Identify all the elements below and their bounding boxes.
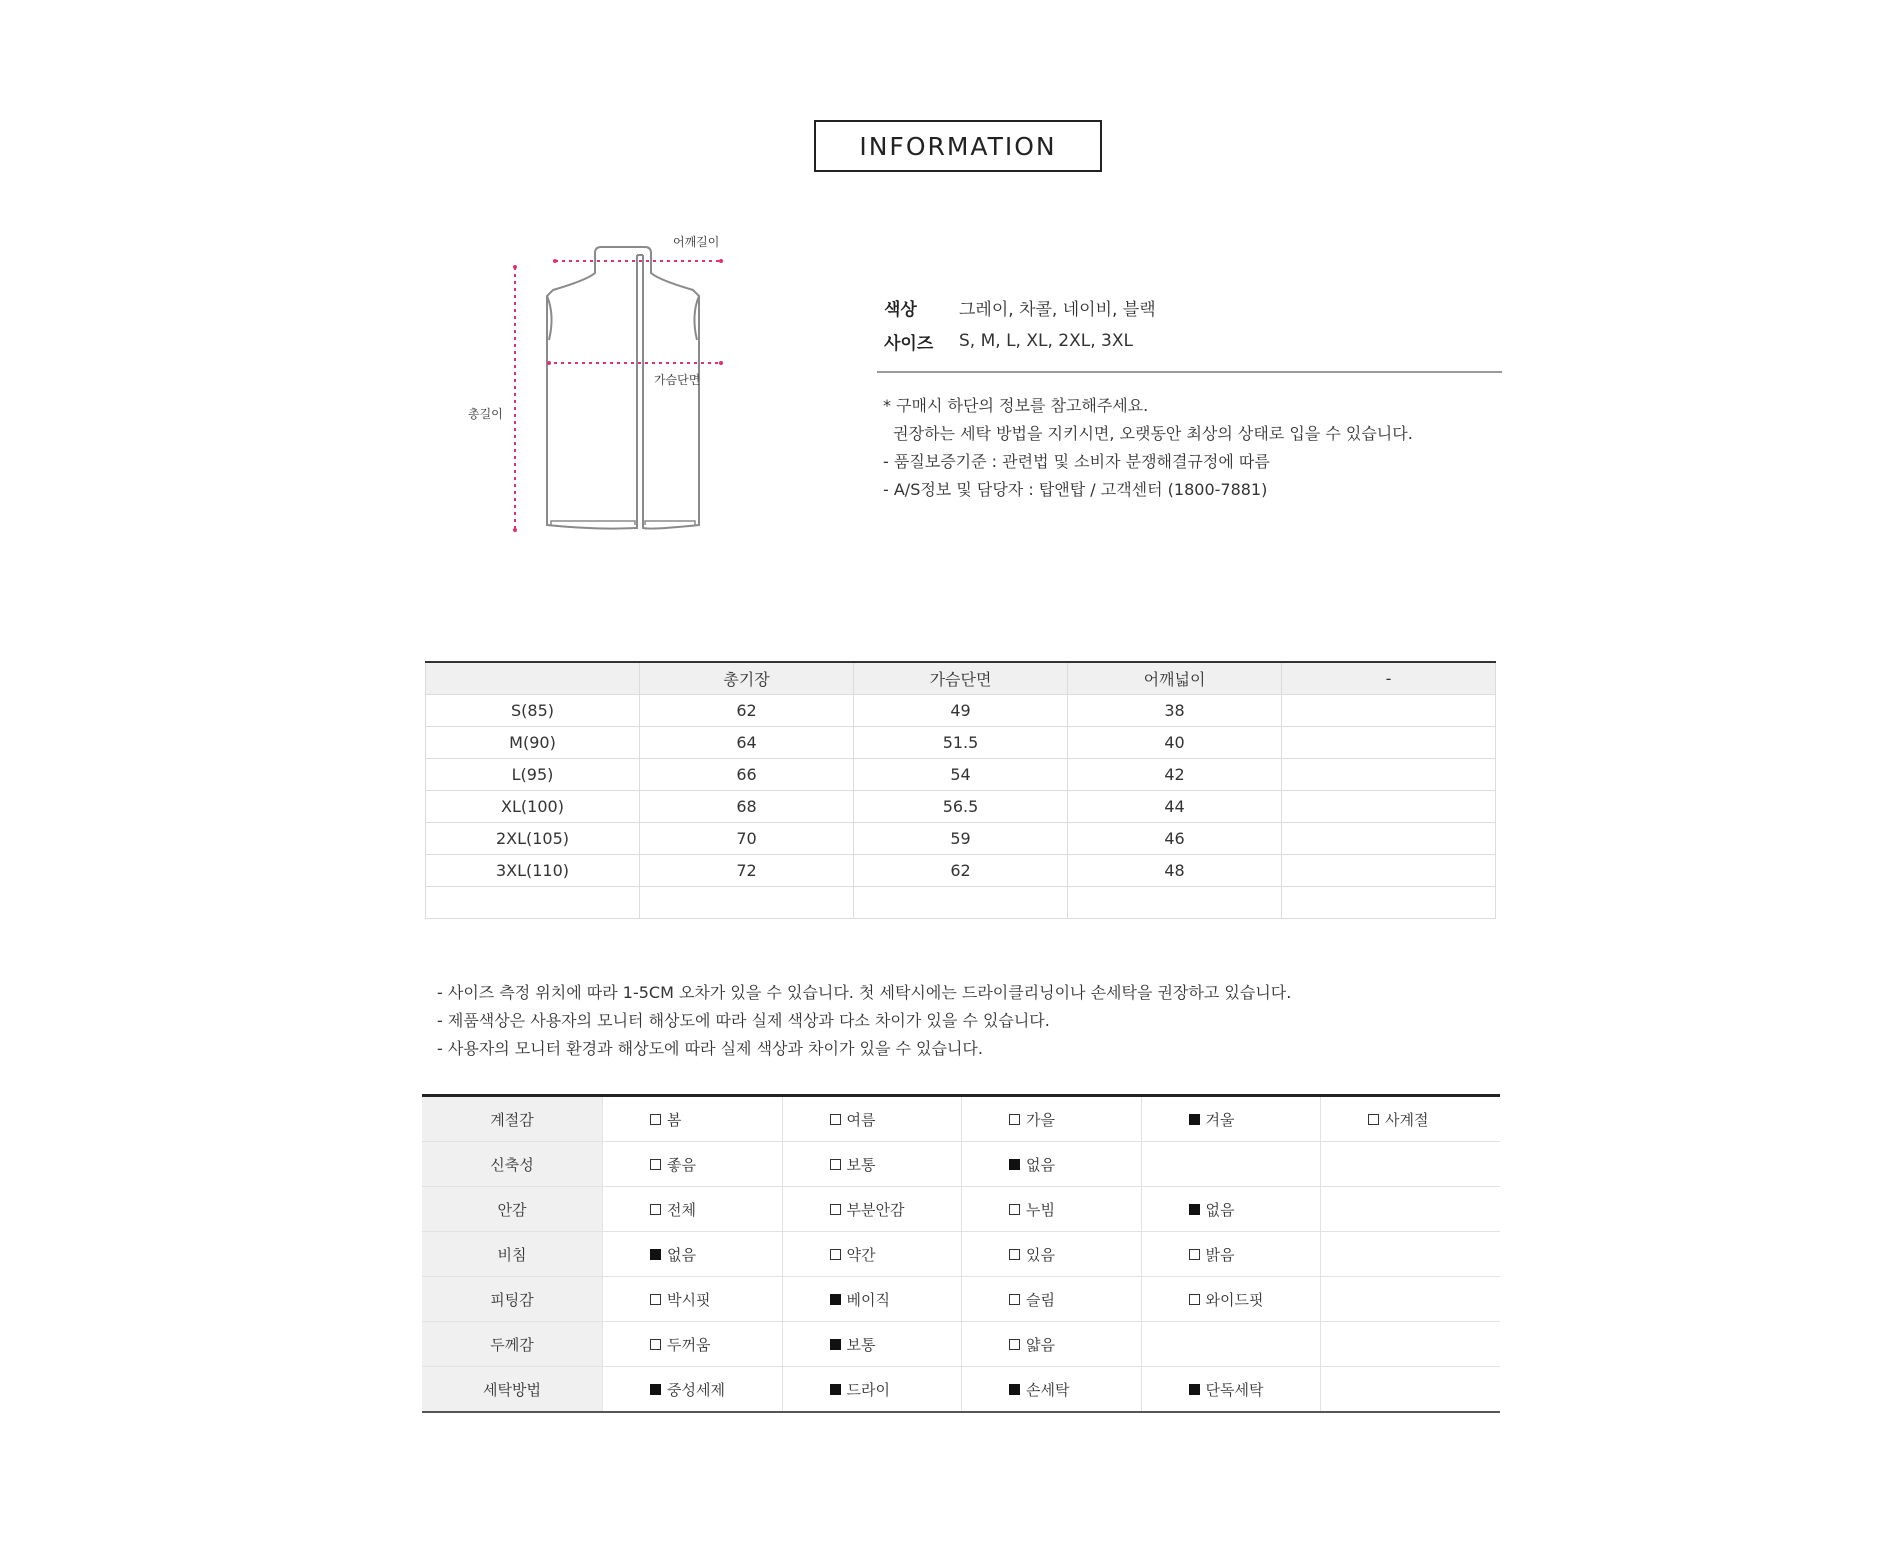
table-row [426,791,1496,823]
table-cell: 44 [1068,791,1282,823]
attribute-option [782,1232,962,1277]
table-cell [640,887,854,919]
table-row [426,695,1496,727]
attribute-option [1321,1142,1501,1187]
header-cell: 가슴단면 [854,662,1068,695]
vest-size-diagram [455,225,775,545]
option-text: 사계절 [1385,1110,1429,1129]
attribute-option [1141,1096,1321,1142]
note-line: - 품질보증기준 : 관련법 및 소비자 분쟁해결규정에 따름 [883,452,1270,471]
option-text: 부분안감 [846,1200,905,1219]
size-table [425,661,1496,919]
attribute-label: 안감 [422,1187,603,1232]
attribute-label: 두께감 [422,1322,603,1367]
unchecked-box-icon [1009,1339,1020,1350]
table-cell: 62 [640,695,854,727]
table-cell: 70 [640,823,854,855]
spec-value: S, M, L, XL, 2XL, 3XL [959,331,1133,351]
option-text: 누빔 [1026,1200,1055,1219]
option-text: 없음 [1026,1155,1055,1174]
table-cell: 72 [640,855,854,887]
spec-divider [877,371,1502,373]
unchecked-box-icon [1009,1249,1020,1260]
checked-box-icon [650,1249,661,1260]
section-title: INFORMATION [814,120,1102,172]
option-text: 단독세탁 [1205,1380,1264,1399]
table-cell: 2XL(105) [426,823,640,855]
attribute-option [603,1232,783,1277]
disclaimer-line: - 사이즈 측정 위치에 따라 1-5CM 오차가 있을 수 있습니다. 첫 세탁시에는 드라이클리닝이나 손세탁을 권장하고 있습니다. [437,983,1292,1002]
table-cell: 68 [640,791,854,823]
header-cell: 어깨넓이 [1068,662,1282,695]
unchecked-box-icon [1009,1114,1020,1125]
table-cell: 59 [854,823,1068,855]
table-cell [1282,855,1496,887]
option-text: 봄 [667,1110,682,1129]
table-cell: 42 [1068,759,1282,791]
attribute-option [1321,1367,1501,1413]
option-text: 와이드핏 [1205,1290,1264,1309]
unchecked-box-icon [1368,1114,1379,1125]
attribute-option [1141,1142,1321,1187]
total-length-label: 총길이 [468,407,503,421]
attribute-row [422,1187,1500,1232]
purchase-notes [883,392,1413,504]
spec-row-color [884,290,1156,324]
option-text: 없음 [1205,1200,1235,1219]
attribute-option [1141,1367,1321,1413]
note-line: * 구매시 하단의 정보를 참고해주세요. [883,396,1149,415]
spec-value: 그레이, 차콜, 네이비, 블랙 [959,299,1156,320]
table-row [426,823,1496,855]
table-cell: 40 [1068,727,1282,759]
option-text: 드라이 [846,1380,890,1399]
attribute-option [603,1277,783,1322]
checked-box-icon [1009,1159,1020,1170]
unchecked-box-icon [830,1159,841,1170]
attribute-option [782,1096,962,1142]
option-text: 전체 [667,1200,696,1219]
attribute-option [962,1322,1142,1367]
attribute-label: 비침 [422,1232,603,1277]
attribute-option [1321,1277,1501,1322]
table-cell [1282,887,1496,919]
table-cell: 38 [1068,695,1282,727]
attribute-label: 계절감 [422,1096,603,1142]
spec-row-size [884,324,1156,358]
table-cell: 62 [854,855,1068,887]
checked-box-icon [1009,1384,1020,1395]
table-cell [1282,823,1496,855]
spec-key: 색상 [884,299,917,320]
option-text: 겨울 [1205,1110,1235,1129]
attribute-option [782,1187,962,1232]
option-text: 없음 [667,1245,696,1264]
table-row [426,727,1496,759]
option-text: 좋음 [667,1155,696,1174]
option-text: 얇음 [1026,1335,1055,1354]
table-cell: S(85) [426,695,640,727]
spec-key: 사이즈 [884,333,934,354]
attribute-option [603,1367,783,1413]
table-cell: 3XL(110) [426,855,640,887]
option-text: 보통 [846,1155,876,1174]
checked-box-icon [1189,1114,1200,1125]
attribute-option [1141,1277,1321,1322]
note-line: 권장하는 세탁 방법을 지키시면, 오랫동안 최상의 상태로 입을 수 있습니다. [883,424,1413,443]
unchecked-box-icon [830,1204,841,1215]
table-cell: 51.5 [854,727,1068,759]
attribute-option [1321,1187,1501,1232]
vest-outline-illustration [455,225,775,545]
header-cell [426,662,640,695]
table-cell [1282,727,1496,759]
attribute-option [782,1277,962,1322]
attribute-option [603,1142,783,1187]
attribute-option [962,1232,1142,1277]
attribute-option [603,1187,783,1232]
unchecked-box-icon [830,1249,841,1260]
attribute-option [603,1096,783,1142]
table-row [426,855,1496,887]
table-cell: L(95) [426,759,640,791]
disclaimer-line: - 제품색상은 사용자의 모니터 해상도에 따라 실제 색상과 다소 차이가 있을 수 있습니다. [437,1011,1050,1030]
option-text: 여름 [846,1110,876,1129]
attribute-option [962,1367,1142,1413]
attribute-option [1321,1096,1501,1142]
unchecked-box-icon [1189,1294,1200,1305]
attribute-option [1141,1187,1321,1232]
attribute-row [422,1232,1500,1277]
table-cell: XL(100) [426,791,640,823]
attribute-option [962,1277,1142,1322]
option-text: 약간 [846,1245,876,1264]
option-text: 중성세제 [667,1380,725,1399]
unchecked-box-icon [650,1204,661,1215]
unchecked-box-icon [650,1339,661,1350]
unchecked-box-icon [650,1159,661,1170]
table-row [426,887,1496,919]
attribute-label: 세탁방법 [422,1367,603,1413]
attribute-option [782,1322,962,1367]
product-attribute-table [422,1094,1500,1413]
table-cell [426,887,640,919]
table-cell: 66 [640,759,854,791]
table-cell [854,887,1068,919]
table-cell: 56.5 [854,791,1068,823]
table-cell: 64 [640,727,854,759]
option-text: 밝음 [1205,1245,1235,1264]
table-cell [1068,887,1282,919]
attribute-option [962,1187,1142,1232]
attribute-row [422,1096,1500,1142]
disclaimer-line: - 사용자의 모니터 환경과 해상도에 따라 실제 색상과 차이가 있을 수 있습니다. [437,1039,983,1058]
chest-width-label: 가슴단면 [654,373,701,387]
option-text: 슬림 [1026,1290,1055,1309]
attribute-option [1141,1232,1321,1277]
checked-box-icon [1189,1204,1200,1215]
attribute-option [962,1142,1142,1187]
option-text: 손세탁 [1026,1380,1070,1399]
unchecked-box-icon [830,1114,841,1125]
note-line: - A/S정보 및 담당자 : 탑앤탑 / 고객센터 (1800-7881) [883,480,1268,499]
unchecked-box-icon [1009,1294,1020,1305]
option-text: 박시핏 [667,1290,711,1309]
unchecked-box-icon [1189,1249,1200,1260]
attribute-label: 신축성 [422,1142,603,1187]
table-cell [1282,791,1496,823]
attribute-option [1321,1232,1501,1277]
attribute-option [1321,1322,1501,1367]
checked-box-icon [830,1339,841,1350]
attribute-label: 피팅감 [422,1277,603,1322]
checked-box-icon [830,1384,841,1395]
attribute-option [1141,1322,1321,1367]
checked-box-icon [650,1384,661,1395]
size-table-header [426,662,1496,695]
option-text: 있음 [1026,1245,1055,1264]
table-cell: 54 [854,759,1068,791]
option-text: 보통 [846,1335,876,1354]
unchecked-box-icon [650,1114,661,1125]
table-cell [1282,759,1496,791]
attribute-option [603,1322,783,1367]
option-text: 가을 [1026,1110,1055,1129]
attribute-option [782,1367,962,1413]
product-spec [884,290,1156,358]
attribute-row [422,1142,1500,1187]
attribute-option [782,1142,962,1187]
table-cell: 49 [854,695,1068,727]
option-text: 두꺼움 [667,1335,711,1354]
attribute-row [422,1367,1500,1413]
option-text: 베이직 [846,1290,890,1309]
table-row [426,759,1496,791]
table-cell [1282,695,1496,727]
table-cell: 46 [1068,823,1282,855]
unchecked-box-icon [1009,1204,1020,1215]
shoulder-length-label: 어깨길이 [673,235,720,249]
attribute-row [422,1277,1500,1322]
unchecked-box-icon [650,1294,661,1305]
disclaimer-list [437,979,1291,1063]
checked-box-icon [830,1294,841,1305]
table-cell: 48 [1068,855,1282,887]
checked-box-icon [1189,1384,1200,1395]
attribute-option [962,1096,1142,1142]
header-cell: - [1282,662,1496,695]
header-cell: 총기장 [640,662,854,695]
attribute-row [422,1322,1500,1367]
table-cell: M(90) [426,727,640,759]
